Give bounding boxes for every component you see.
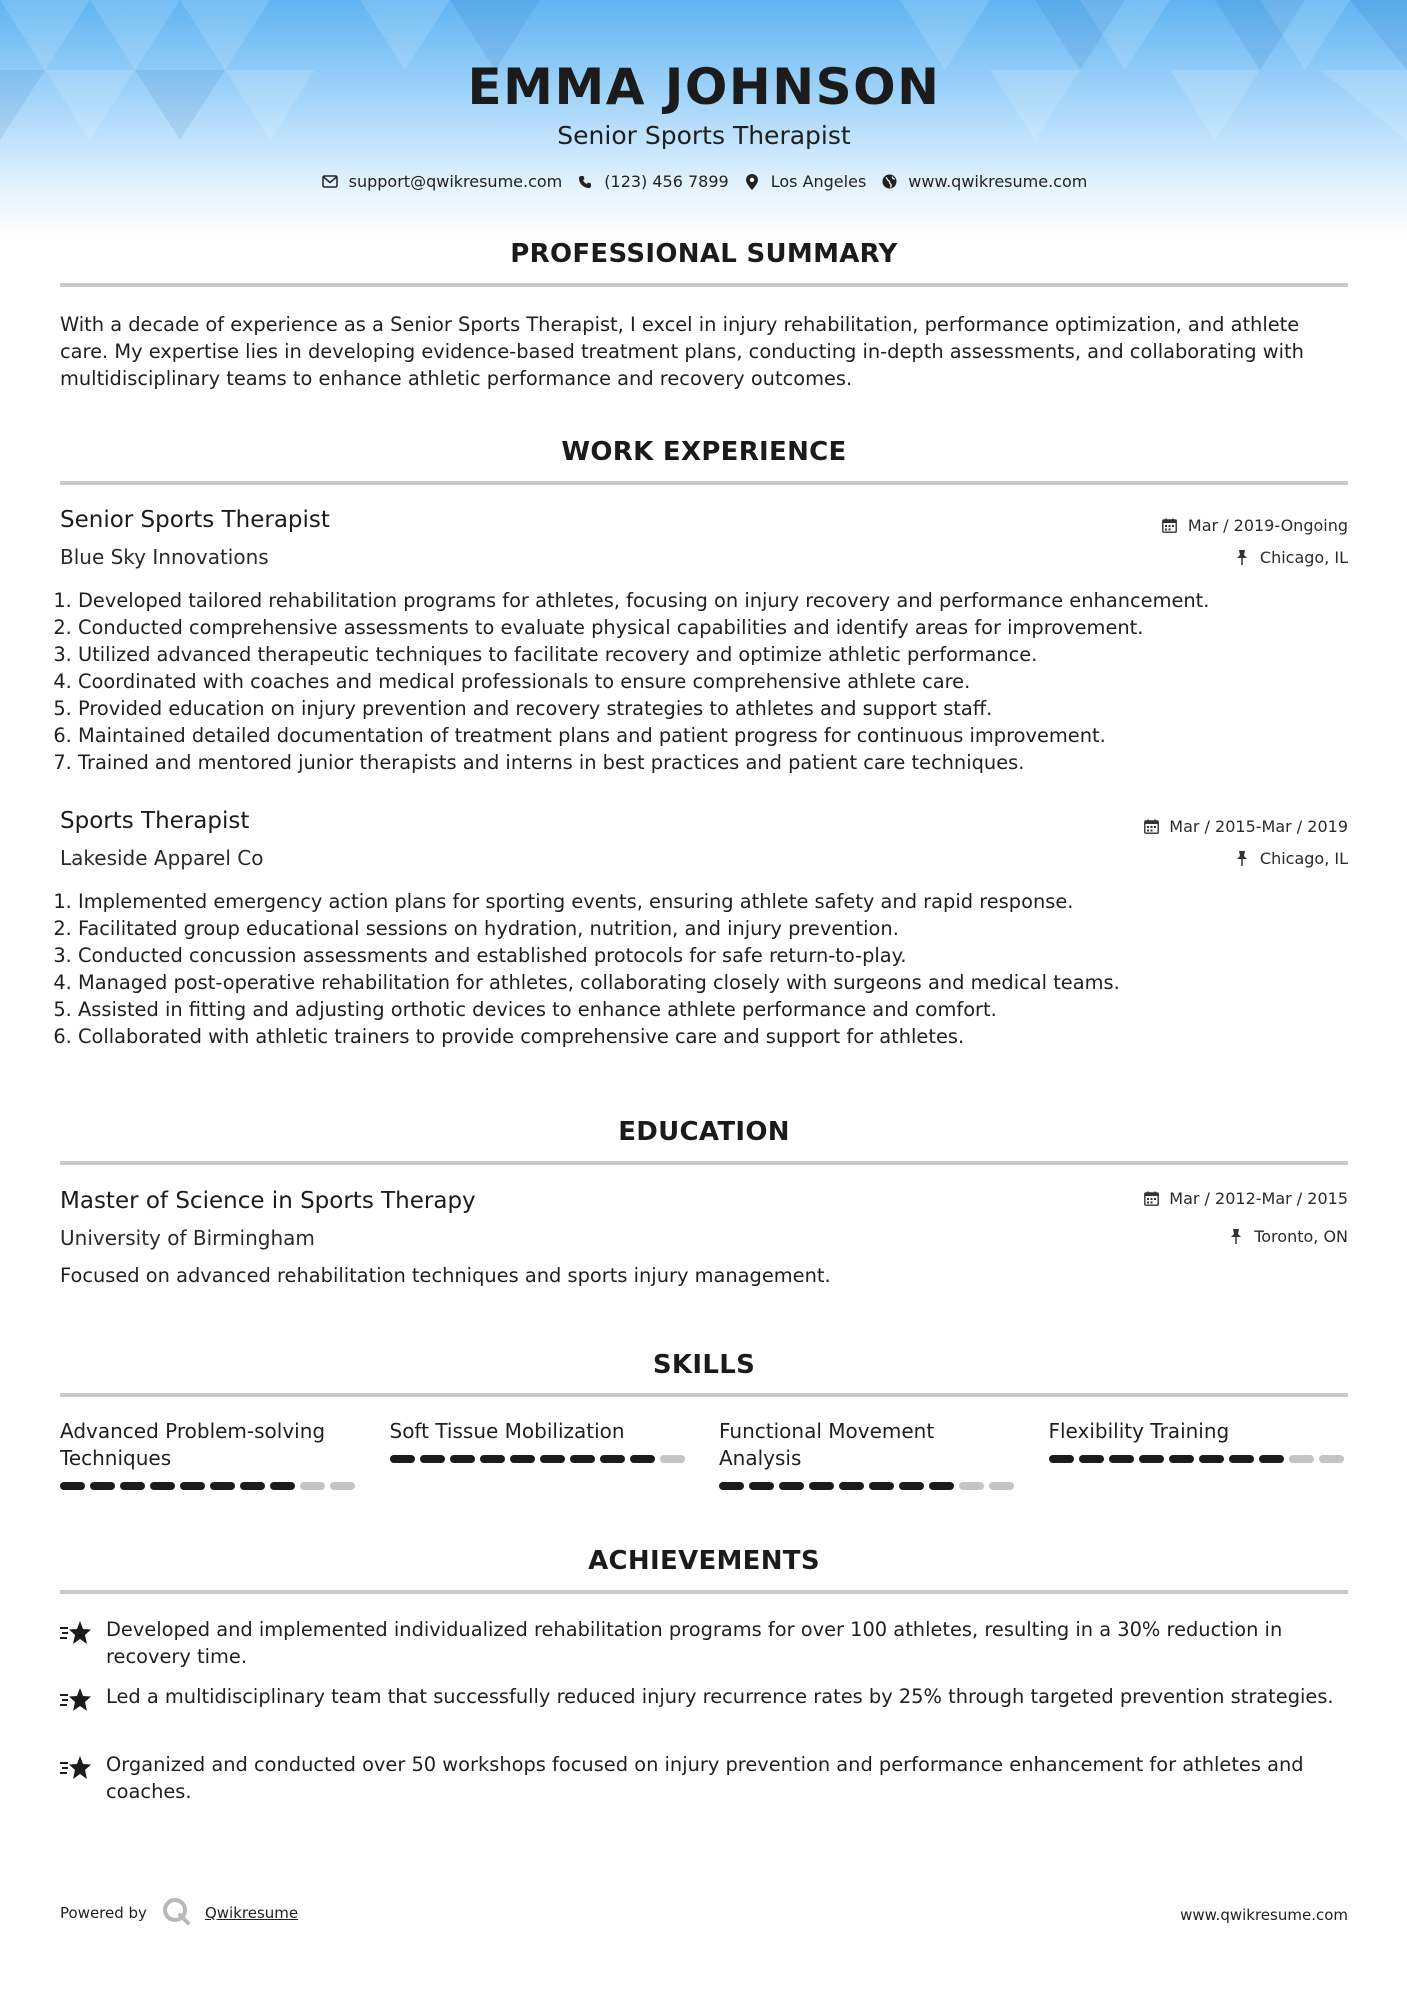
contact-phone-text: (123) 456 7899 xyxy=(604,172,729,191)
candidate-title: Senior Sports Therapist xyxy=(557,121,851,150)
skill-name: Advanced Problem-solving Techniques xyxy=(60,1419,326,1470)
skill-level-segment xyxy=(90,1482,115,1490)
skill-level-bar xyxy=(1049,1455,1349,1463)
job-2-duties xyxy=(60,888,1366,1050)
skill-level-segment xyxy=(210,1482,235,1490)
skill-level-segment xyxy=(869,1482,894,1490)
list-item: 4. Coordinated with coaches and medical professionals to ensure comprehensive athlete care. xyxy=(78,668,1366,695)
skill-level-segment xyxy=(270,1482,295,1490)
skill-level-segment xyxy=(510,1455,535,1463)
education-dates xyxy=(1143,1189,1348,1208)
skill-name: Functional Movement Analysis xyxy=(719,1419,935,1470)
skill-level-bar xyxy=(60,1482,360,1490)
skill-level-segment xyxy=(779,1482,804,1490)
job-1-company: Blue Sky Innovations xyxy=(60,545,269,569)
summary-divider xyxy=(60,283,1348,287)
skill-item xyxy=(719,1418,1019,1490)
list-item: 7. Trained and mentored junior therapists and interns in best practices and patient care techniques. xyxy=(78,749,1366,776)
skill-level-segment xyxy=(1319,1455,1344,1463)
list-item: 5. Assisted in fitting and adjusting orthotic devices to enhance athlete performance and comfort. xyxy=(78,996,1366,1023)
education-school: University of Birmingham xyxy=(60,1226,315,1250)
contact-email[interactable] xyxy=(321,172,563,191)
skill-level-segment xyxy=(1139,1455,1164,1463)
summary-heading: PROFESSIONAL SUMMARY xyxy=(510,239,898,269)
summary-text: With a decade of experience as a Senior Sports Therapist, I excel in injury rehabilitation, performance optimization, and athlete care. My expertise lies in developing evidence-based treatment plans, conducting in-depth assessments, and collaborating with multidisciplinary teams to enhance athletic performance and recovery outcomes. xyxy=(60,313,1304,390)
list-item: 3. Conducted concussion assessments and established protocols for safe return-to-play. xyxy=(78,942,1366,969)
list-item: 1. Implemented emergency action plans for sporting events, ensuring athlete safety and rapid response. xyxy=(78,888,1366,915)
achievement-text: Developed and implemented individualized rehabilitation programs for over 100 athletes, resulting in a 30% reduction in recovery time. xyxy=(106,1618,1283,1668)
skill-level-segment xyxy=(420,1455,445,1463)
list-item: 4. Managed post-operative rehabilitation for athletes, collaborating closely with surgeons and medical teams. xyxy=(78,969,1366,996)
education-divider xyxy=(60,1161,1348,1165)
phone-icon xyxy=(576,173,594,191)
qwikresume-link[interactable]: Qwikresume xyxy=(204,1904,299,1922)
contact-location-text: Los Angeles xyxy=(770,172,867,191)
skill-level-segment xyxy=(1199,1455,1224,1463)
pushpin-icon xyxy=(1234,550,1250,566)
skill-level-segment xyxy=(450,1455,475,1463)
skills-heading: SKILLS xyxy=(652,1350,756,1380)
skill-level-bar xyxy=(390,1455,690,1463)
experience-heading: WORK EXPERIENCE xyxy=(561,437,847,467)
skill-level-segment xyxy=(60,1482,85,1490)
list-item: 5. Provided education on injury prevention and recovery strategies to athletes and support staff. xyxy=(78,695,1366,722)
skill-level-segment xyxy=(749,1482,774,1490)
achievement-text: Organized and conducted over 50 workshops focused on injury prevention and performance enhancement for athletes and coaches. xyxy=(106,1753,1304,1803)
skill-level-segment xyxy=(839,1482,864,1490)
list-item: 3. Utilized advanced therapeutic techniques to facilitate recovery and optimize athletic performance. xyxy=(78,641,1366,668)
list-item: 2. Conducted comprehensive assessments to evaluate physical capabilities and identify areas for improvement. xyxy=(78,614,1366,641)
experience-divider xyxy=(60,481,1348,485)
job-2-location-text: Chicago, IL xyxy=(1259,849,1348,868)
education-location-text: Toronto, ON xyxy=(1254,1227,1348,1246)
skill-level-segment xyxy=(1169,1455,1194,1463)
candidate-name: EMMA JOHNSON xyxy=(467,58,941,116)
job-1-dates-text: Mar / 2019-Ongoing xyxy=(1187,516,1348,535)
skill-name: Soft Tissue Mobilization xyxy=(389,1419,625,1443)
education-dates-text: Mar / 2012-Mar / 2015 xyxy=(1169,1189,1348,1208)
skill-level-segment xyxy=(989,1482,1014,1490)
contact-website-text: www.qwikresume.com xyxy=(908,172,1088,191)
calendar-icon xyxy=(1143,819,1159,835)
star-icon xyxy=(60,1683,92,1717)
footer-site-link[interactable]: www.qwikresume.com xyxy=(1180,1906,1348,1924)
skill-level-segment xyxy=(1079,1455,1104,1463)
skills-grid xyxy=(60,1418,1348,1490)
contact-website[interactable] xyxy=(880,172,1087,191)
skill-level-segment xyxy=(240,1482,265,1490)
skill-level-segment xyxy=(899,1482,924,1490)
skills-divider xyxy=(60,1393,1348,1397)
job-2-location xyxy=(1234,849,1348,868)
skill-level-segment xyxy=(390,1455,415,1463)
contact-phone[interactable] xyxy=(576,172,728,191)
job-1-title: Senior Sports Therapist xyxy=(60,507,330,533)
skill-level-segment xyxy=(929,1482,954,1490)
job-1-dates xyxy=(1162,516,1348,535)
qwikresume-logo-icon xyxy=(161,1896,191,1930)
pushpin-icon xyxy=(1228,1229,1244,1245)
calendar-icon xyxy=(1143,1191,1159,1207)
job-2-company: Lakeside Apparel Co xyxy=(60,846,264,870)
achievement-item xyxy=(60,1683,1348,1717)
skill-level-segment xyxy=(809,1482,834,1490)
calendar-icon xyxy=(1162,518,1178,534)
skill-name: Flexibility Training xyxy=(1048,1419,1230,1443)
education-degree: Master of Science in Sports Therapy xyxy=(60,1188,476,1214)
education-description: Focused on advanced rehabilitation techniques and sports injury management. xyxy=(60,1264,831,1287)
job-2-title: Sports Therapist xyxy=(60,808,250,834)
skill-level-segment xyxy=(300,1482,325,1490)
skill-item xyxy=(60,1418,360,1490)
achievement-item xyxy=(60,1751,1348,1805)
education-location xyxy=(1228,1227,1348,1246)
skill-level-segment xyxy=(480,1455,505,1463)
skill-item xyxy=(390,1418,690,1490)
list-item: 6. Maintained detailed documentation of treatment plans and patient progress for continuous improvement. xyxy=(78,722,1366,749)
footer-branding xyxy=(60,1896,298,1930)
skill-level-segment xyxy=(600,1455,625,1463)
list-item: 6. Collaborated with athletic trainers to provide comprehensive care and support for athletes. xyxy=(78,1023,1366,1050)
envelope-icon xyxy=(321,173,339,191)
contact-email-text: support@qwikresume.com xyxy=(348,172,563,191)
job-1-location xyxy=(1234,548,1348,567)
achievements-divider xyxy=(60,1590,1348,1594)
achievement-text: Led a multidisciplinary team that successfully reduced injury recurrence rates by 25% through targeted prevention strategies. xyxy=(106,1685,1334,1708)
skill-level-segment xyxy=(719,1482,744,1490)
header-background xyxy=(0,0,1407,235)
list-item: 1. Developed tailored rehabilitation programs for athletes, focusing on injury recovery and performance enhancement. xyxy=(78,587,1366,614)
list-item: 2. Facilitated group educational sessions on hydration, nutrition, and injury prevention. xyxy=(78,915,1366,942)
skill-level-segment xyxy=(120,1482,145,1490)
contact-location xyxy=(743,172,867,191)
skill-level-segment xyxy=(630,1455,655,1463)
skill-level-segment xyxy=(660,1455,685,1463)
globe-icon xyxy=(880,173,898,191)
skill-level-segment xyxy=(150,1482,175,1490)
achievements-heading: ACHIEVEMENTS xyxy=(588,1546,820,1576)
skill-level-segment xyxy=(1289,1455,1314,1463)
skill-level-bar xyxy=(719,1482,1019,1490)
skill-level-segment xyxy=(959,1482,984,1490)
map-pin-icon xyxy=(743,173,761,191)
job-1-location-text: Chicago, IL xyxy=(1259,548,1348,567)
skill-level-segment xyxy=(540,1455,565,1463)
education-heading: EDUCATION xyxy=(618,1117,790,1147)
powered-by-label: Powered by xyxy=(60,1904,147,1922)
achievement-item xyxy=(60,1616,1348,1670)
skill-level-segment xyxy=(1109,1455,1134,1463)
skill-level-segment xyxy=(570,1455,595,1463)
skill-level-segment xyxy=(1259,1455,1284,1463)
job-2-dates-text: Mar / 2015-Mar / 2019 xyxy=(1169,817,1348,836)
pushpin-icon xyxy=(1234,851,1250,867)
star-icon xyxy=(60,1616,92,1670)
star-icon xyxy=(60,1751,92,1805)
skill-level-segment xyxy=(1049,1455,1074,1463)
skill-item xyxy=(1049,1418,1349,1490)
skill-level-segment xyxy=(180,1482,205,1490)
skill-level-segment xyxy=(1229,1455,1254,1463)
skill-level-segment xyxy=(330,1482,355,1490)
job-1-duties xyxy=(60,587,1366,776)
contact-bar xyxy=(60,172,1348,191)
job-2-dates xyxy=(1143,817,1348,836)
